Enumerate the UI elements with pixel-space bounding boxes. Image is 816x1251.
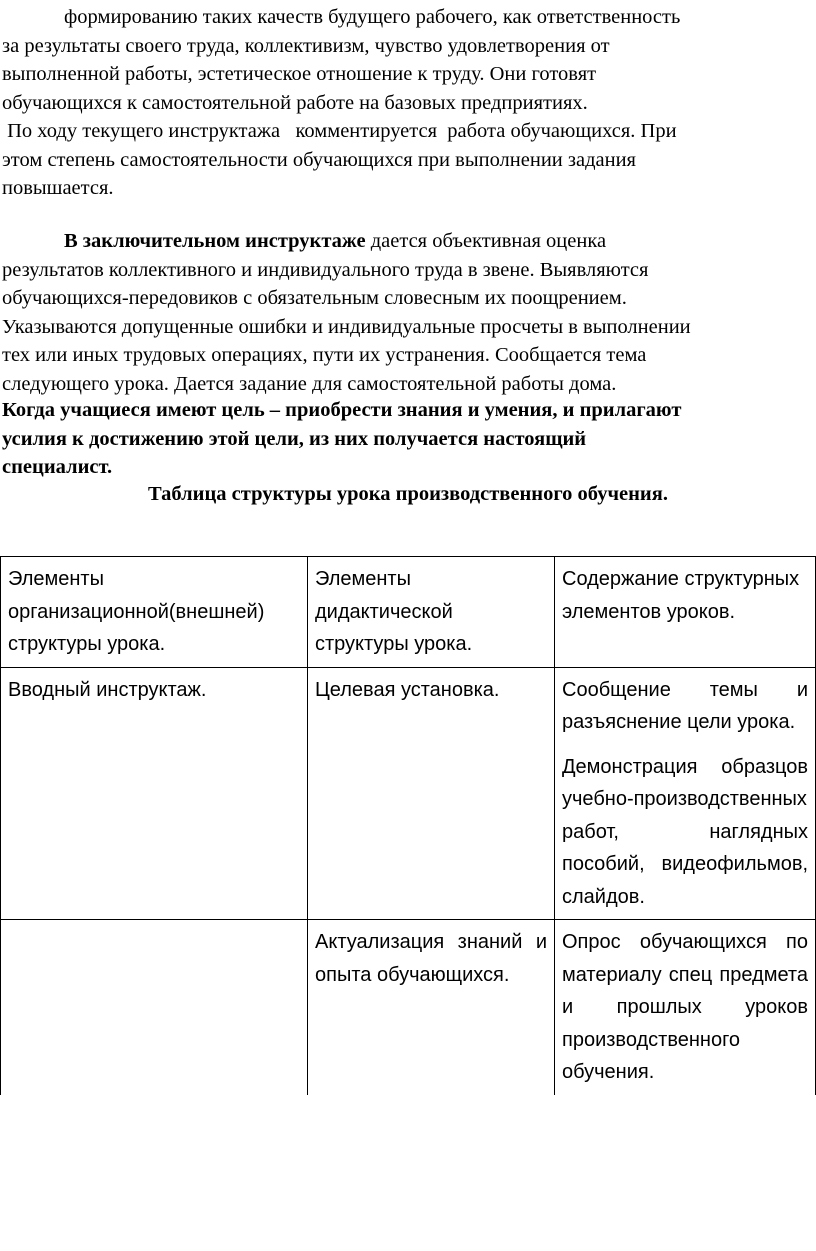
table-row <box>1 667 816 920</box>
text-line: повышается. <box>2 177 114 199</box>
paragraph-2 <box>2 117 813 203</box>
paragraph-1 <box>2 3 813 117</box>
header-cell: Элементы организационной(внешней) структуры урока. <box>1 557 308 668</box>
text-line: специалист. <box>2 456 113 478</box>
text-line: формированию таких качеств будущего рабочего, как ответственность <box>64 6 681 28</box>
paragraph-4-bold <box>2 396 813 482</box>
text-line: обучающихся к самостоятельной работе на базовых предприятиях. <box>2 91 588 114</box>
header-cell: Содержание структурных элементов уроков. <box>555 557 816 668</box>
table-row <box>1 920 816 1095</box>
text-line: тех или иных трудовых операциях, пути их устранения. Сообщается тема <box>2 344 647 366</box>
table-cell: Актуализация знаний и опыта обучающихся. <box>308 920 555 1095</box>
table-cell <box>1 920 308 1095</box>
cell-paragraph: Опрос обучающихся по материалу спец предмета и прошлых уроков производственного обучения. <box>562 931 808 1083</box>
text-line: выполненной работы, эстетическое отношение к труду. Они готовят <box>2 63 597 85</box>
table-cell: Целевая установка. <box>308 667 555 920</box>
text-line: следующего урока. Дается задание для самостоятельной работы дома. <box>2 372 617 395</box>
table-cell <box>555 667 816 920</box>
cell-paragraph: Демонстрация образцов учебно-производственных работ, наглядных пособий, видеофильмов, слайдов. <box>562 755 808 908</box>
lesson-structure-table <box>0 556 816 1095</box>
table-title: Таблица структуры урока производственного обучения. <box>148 483 668 505</box>
lead-rest: дается объективная оценка <box>365 230 607 252</box>
text-line: за результаты своего труда, коллективизм, чувство удовлетворения от <box>2 34 610 57</box>
table-cell <box>555 920 816 1095</box>
paragraph-3 <box>2 227 813 398</box>
cell-paragraph: Сообщение темы и разъяснение цели урока. <box>562 678 808 733</box>
text-line: усилия к достижению этой цели, из них получается настоящий <box>2 427 587 450</box>
header-cell: Элементы дидактической структуры урока. <box>308 557 555 668</box>
text-line: Указываются допущенные ошибки и индивидуальные просчеты в выполнении <box>2 315 691 338</box>
text-line: результатов коллективного и индивидуального труда в звене. Выявляются <box>2 258 649 281</box>
text-line: этом степень самостоятельности обучающихся при выполнении задания <box>2 148 636 171</box>
bold-lead: В заключительном инструктаже <box>64 230 366 252</box>
text-line <box>2 227 813 256</box>
text-line: обучающихся-передовиков с обязательным словесным их поощрением. <box>2 287 627 309</box>
table-cell: Вводный инструктаж. <box>1 667 308 920</box>
table-header-row <box>1 557 816 668</box>
text-line: Когда учащиеся имеют цель – приобрести знания и умения, и прилагают <box>2 399 682 421</box>
text-line: По ходу текущего инструктажа комментируется работа обучающихся. При <box>2 120 677 142</box>
